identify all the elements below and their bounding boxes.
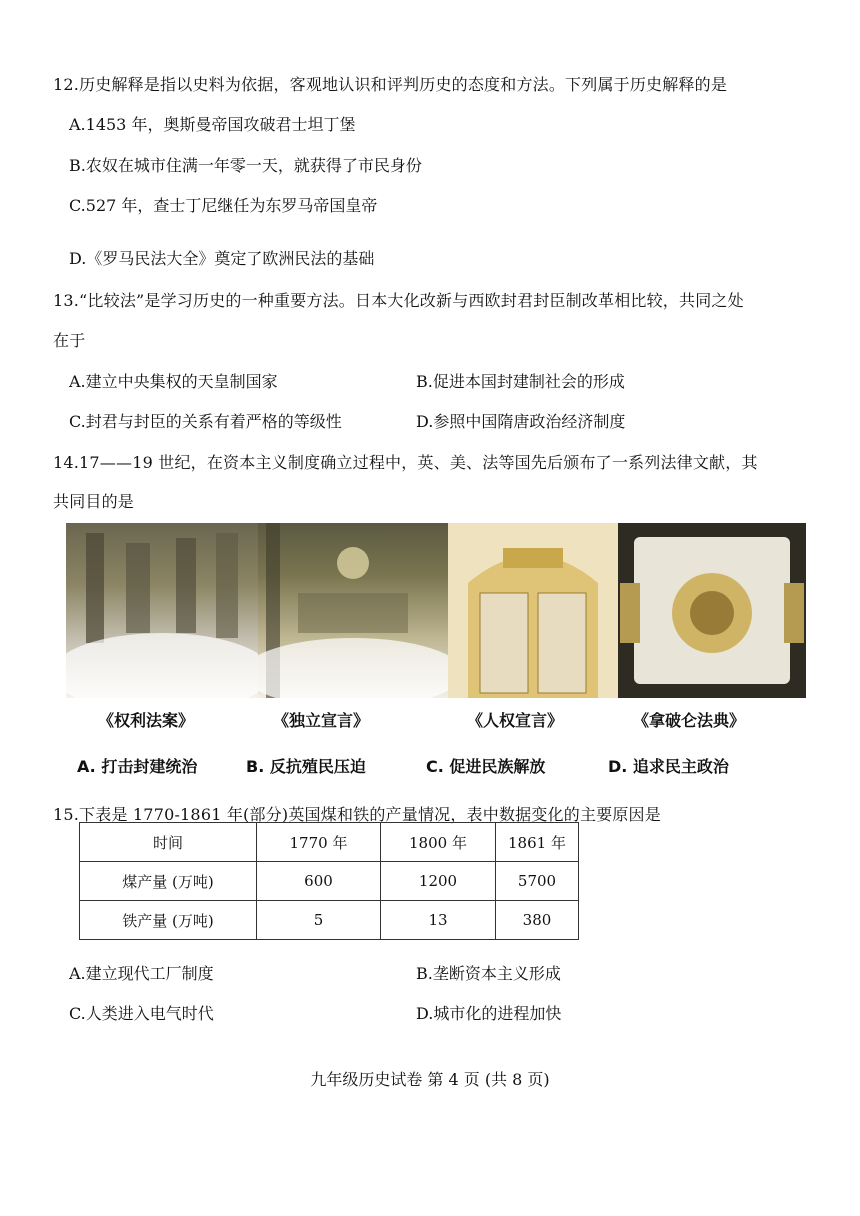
q14-stem-line1: 14.17——19 世纪，在资本主义制度确立过程中，英、美、法等国先后颁布了一系列法律文献，其	[53, 453, 758, 472]
q15-option-d: D.城市化的进程加快	[416, 1004, 562, 1023]
q15-option-b: B.垄断资本主义形成	[416, 964, 561, 983]
table-cell: 5700	[496, 862, 579, 901]
q13-stem-line2: 在于	[53, 331, 86, 350]
bill-of-rights-image	[66, 523, 258, 698]
napoleonic-code-image	[618, 523, 806, 698]
q14-image-strip	[66, 523, 806, 698]
q14-option-c: C. 促进民族解放	[426, 757, 546, 776]
q12-stem: 12.历史解释是指以史料为依据，客观地认识和评判历史的态度和方法。下列属于历史解释的是	[53, 75, 728, 94]
q13-option-a: A.建立中央集权的天皇制国家	[69, 372, 278, 391]
table-row	[80, 862, 579, 901]
q15-stem: 15.下表是 1770-1861 年(部分)英国煤和铁的产量情况，表中数据变化的主要原因是	[53, 805, 661, 824]
table-cell: 煤产量 (万吨)	[80, 862, 257, 901]
q13-option-b: B.促进本国封建制社会的形成	[416, 372, 625, 391]
caption-declaration-of-independence: 《独立宣言》	[273, 711, 370, 730]
table-cell: 380	[496, 901, 579, 940]
q15-option-a: A.建立现代工厂制度	[69, 964, 214, 983]
q14-option-d: D. 追求民主政治	[608, 757, 729, 776]
caption-rights-of-man: 《人权宣言》	[467, 711, 564, 730]
table-header-cell: 1800 年	[381, 823, 496, 862]
table-row	[80, 901, 579, 940]
table-header-cell: 1770 年	[257, 823, 381, 862]
table-header-cell: 1861 年	[496, 823, 579, 862]
caption-napoleonic-code: 《拿破仑法典》	[633, 711, 746, 730]
page-footer: 九年级历史试卷 第 4 页 (共 8 页)	[310, 1070, 550, 1089]
rights-of-man-image	[448, 523, 618, 698]
table-cell: 1200	[381, 862, 496, 901]
q13-option-c: C.封君与封臣的关系有着严格的等级性	[69, 412, 342, 431]
q14-stem-line2: 共同目的是	[53, 492, 135, 511]
table-cell: 5	[257, 901, 381, 940]
q12-option-a: A.1453 年，奥斯曼帝国攻破君士坦丁堡	[69, 115, 356, 134]
table-header-row	[80, 823, 579, 862]
q13-stem-line1: 13.“比较法”是学习历史的一种重要方法。日本大化改新与西欧封君封臣制改革相比较，共同之处	[53, 291, 744, 310]
q12-option-d: D.《罗马民法大全》奠定了欧洲民法的基础	[69, 249, 375, 268]
caption-bill-of-rights: 《权利法案》	[98, 711, 195, 730]
q13-option-d: D.参照中国隋唐政治经济制度	[416, 412, 626, 431]
declaration-of-independence-image	[258, 523, 448, 698]
q14-option-a: A. 打击封建统治	[77, 757, 198, 776]
table-cell: 600	[257, 862, 381, 901]
table-cell: 13	[381, 901, 496, 940]
q15-option-c: C.人类进入电气时代	[69, 1004, 214, 1023]
production-table	[79, 822, 579, 940]
table-cell: 铁产量 (万吨)	[80, 901, 257, 940]
q12-option-c: C.527 年，查士丁尼继任为东罗马帝国皇帝	[69, 196, 378, 215]
table-header-cell: 时间	[80, 823, 257, 862]
q14-option-b: B. 反抗殖民压迫	[246, 757, 366, 776]
q12-option-b: B.农奴在城市住满一年零一天，就获得了市民身份	[69, 156, 422, 175]
